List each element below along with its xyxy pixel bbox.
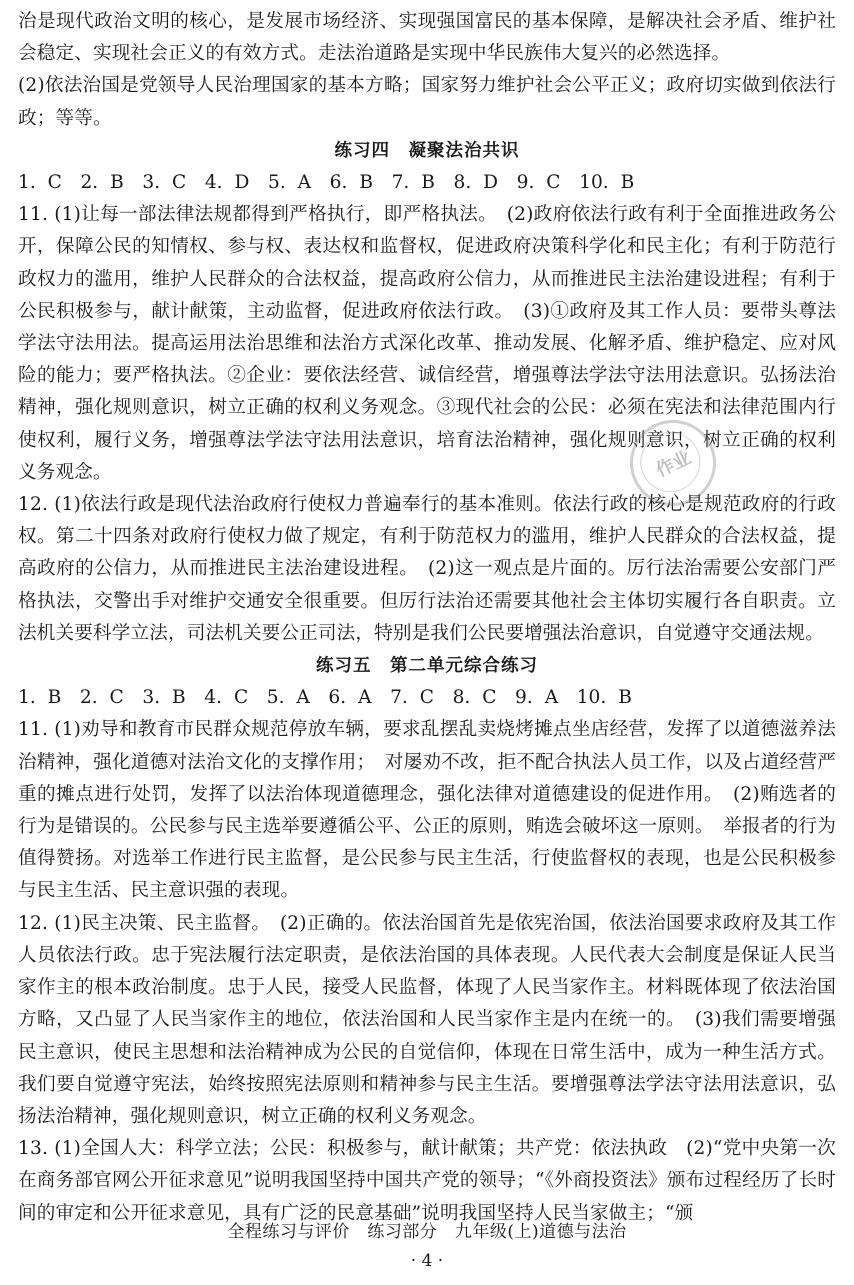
section-4-question-11: 11. (1)让每一部法律法规都得到严格执行，即严格执法。 (2)政府依法行政有利于全面推进政务公开，保障公民的知情权、参与权、表达权和监督权，促进政府决策科学化和民主化；有利于防范行政权力的滥用，维护人民群众的合法权益，提高政府公信力，从而推进民主法治建设进程；有利于公民积极参与，献计献策，主动监督，促进政府依法行政。 (3)①政府及其工作人员：要带头尊法学法守法用法。提高运用法治思维和法治方式深化改革、推动发展、化解矛盾、维护稳定、应对风险的能力；要严格执法。②企业：要依法经营、诚信经营，增强尊法学法守法用法意识。弘扬法治精神，强化规则意识，树立正确的权利义务观念。③现代社会的公民：必须在宪法和法律范围内行使权利，履行义务，增强尊法学法守法用法意识，培育法治精神，强化规则意识，树立正确的权利义务观念。 (18, 204, 836, 483)
paragraph-point-2: (2)依法治国是党领导人民治理国家的基本方略；国家努力维护社会公平正义；政府切实做到依法行政；等等。 (18, 75, 836, 129)
paragraph-continuation: 治是现代政治文明的核心，是发展市场经济、实现强国富民的基本保障，是解决社会矛盾、维护社会稳定、实现社会正义的有效方式。走法治道路是实现中华民族伟大复兴的必然选择。 (18, 11, 836, 65)
section-5-question-11: 11. (1)劝导和教育市民群众规范停放车辆，要求乱摆乱卖烧烤摊点坐店经营，发挥了以道德滋养法治精神，强化道德对法治文化的支撑作用； 对屡劝不改，拒不配合执法人员工作，以及占道经营严重的摊点进行处罚，发挥了以法治体现道德理念，强化法律对道德建设的促进作用。 (2)贿选者的行为是错误的。公民参与民主选举要遵循公平、公正的原则，贿选会破坏这一原则。 举报者的行为值得赞扬。对选举工作进行民主监督，是公民参与民主生活，行使监督权的表现，也是公民积极参与民主生活、民主意识强的表现。 (18, 719, 836, 902)
section-4-question-12: 12. (1)依法行政是现代法治政府行使权力普遍奉行的基本准则。依法行政的核心是规范政府的行政权。第二十四条对政府行使权力做了规定，有利于防范权力的滥用，维护人民群众的合法权益，提高政府的公信力，从而推进民主法治建设进程。 (2)这一观点是片面的。厉行法治需要公安部门严格执法，交警出手对维护交通安全很重要。但厉行法治还需要其他社会主体切实履行各自职责。立法机关要科学立法，司法机关要公正司法，特别是我们公民要增强法治意识，自觉遵守交通法规。 (18, 494, 836, 644)
section-4-heading: 练习四 凝聚法治共识 (334, 140, 520, 161)
section-4-choice-answers: 1. C 2. B 3. C 4. D 5. A 6. B 7. B 8. D 9. C 10. B (18, 172, 635, 194)
section-5-question-12: 12. (1)民主决策、民主监督。 (2)正确的。依法治国首先是依宪治国，依法治国要求政府及其工作人员依法行政。忠于宪法履行法定职责，是依法治国的具体表现。人民代表大会制度是保证人民当家作主的根本政治制度。忠于人民，接受人民监督，体现了人民当家作主。材料既体现了依法治国方略，又凸显了人民当家作主的地位，依法治国和人民当家作主是内在统一的。 (3)我们需要增强民主意识，使民主思想和法治精神成为公民的自觉信仰，体现在日常生活中，成为一种生活方式。我们要自觉遵守宪法，始终按照宪法原则和精神参与民主生活。要增强尊法学法守法用法意识，弘扬法治精神，强化规则意识，树立正确的权利义务观念。 (18, 912, 836, 1127)
section-5-choice-answers: 1. B 2. C 3. B 4. C 5. A 6. A 7. C 8. C 9. A 10. B (18, 687, 632, 709)
answer-page (18, 6, 836, 1230)
watermark-inner-ring (630, 422, 710, 502)
page-number: · 4 · (410, 1251, 444, 1271)
section-5-question-13: 13. (1)全国人大：科学立法；公民：积极参与，献计献策；共产党：依法执政 (2)“党中央第一次在商务部官网公开征求意见”说明我国坚持中国共产党的领导；“《外商投资法》颁布过程经历了长时间的审定和公开征求意见，具有广泛的民意基础”说明我国坚持人民当家做主；“颁 (18, 1138, 836, 1224)
watermark-label: 作业 (652, 447, 695, 482)
section-5-heading: 练习五 第二单元综合练习 (316, 656, 538, 677)
page-footer: 全程练习与评价 练习部分 九年级(上)道德与法治 (227, 1222, 627, 1242)
